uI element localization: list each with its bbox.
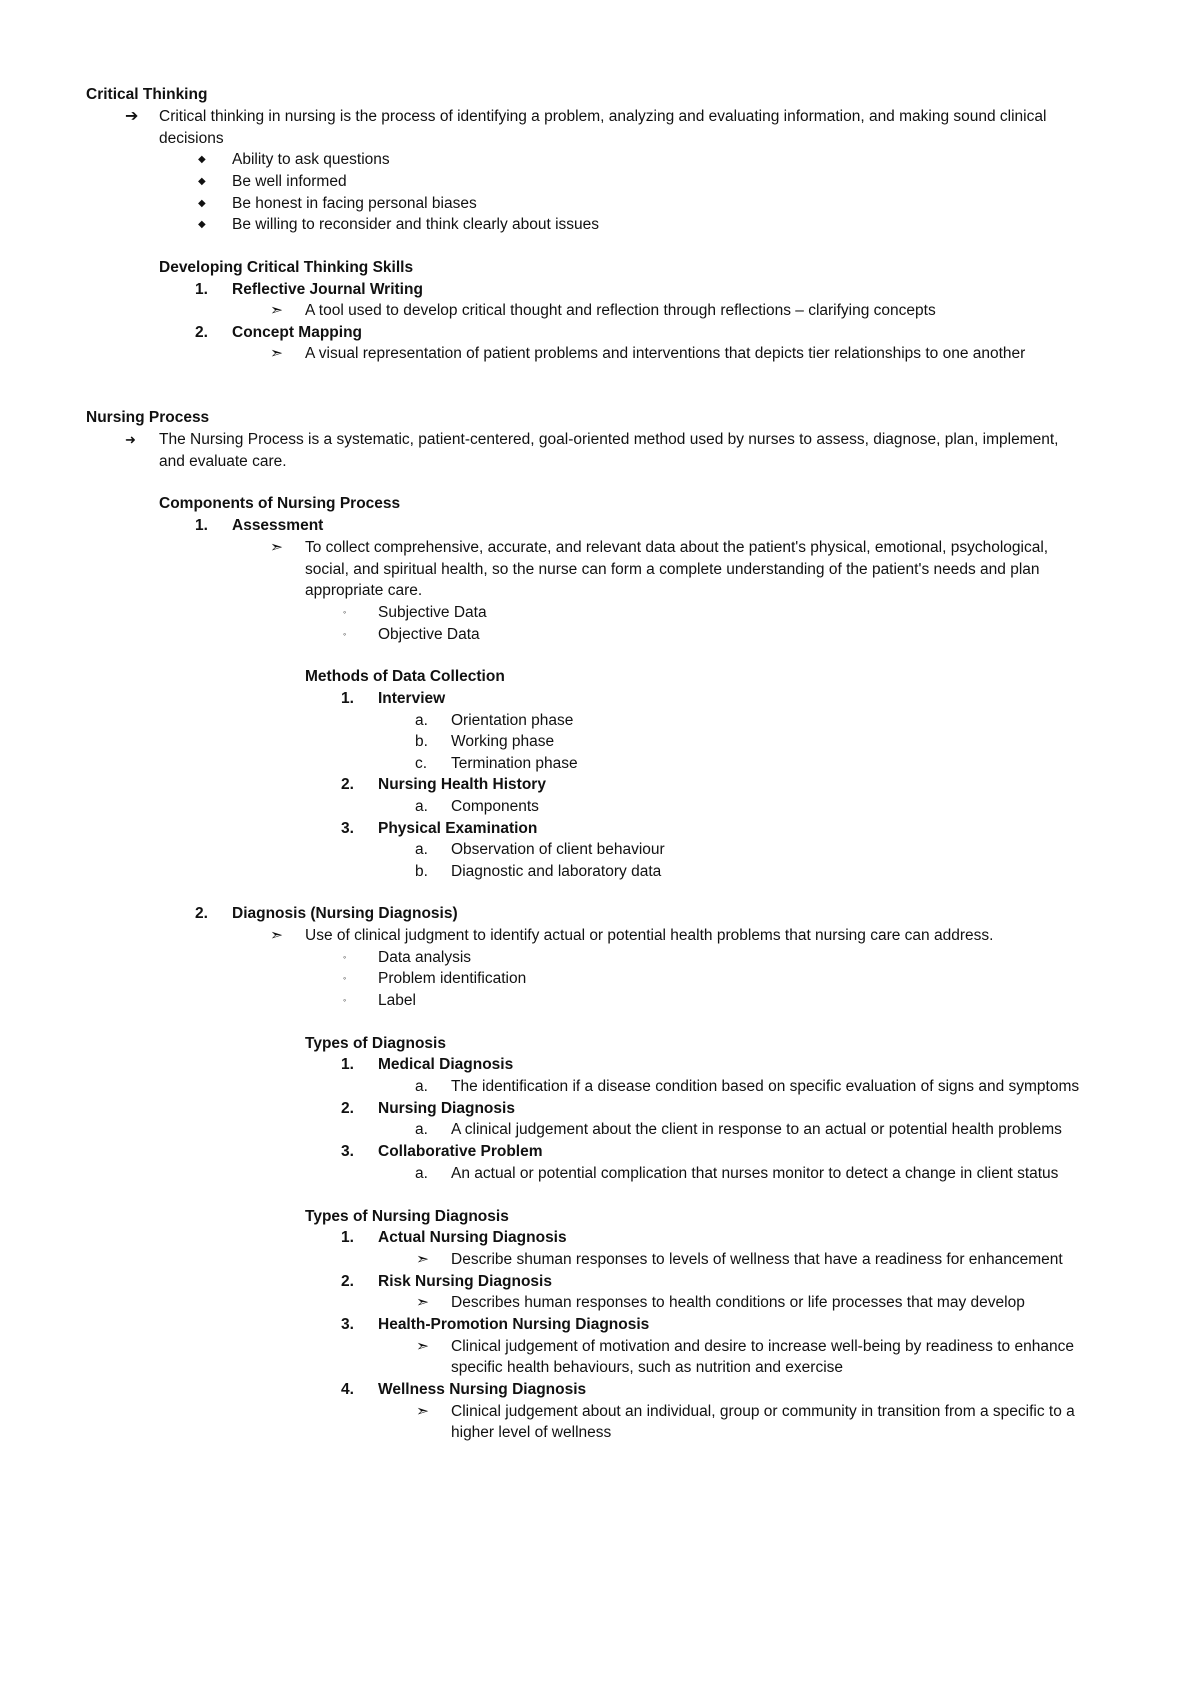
diagnosis-step: Data analysis <box>378 949 472 966</box>
component-title: Diagnosis (Nursing Diagnosis) <box>232 905 458 922</box>
diagnosis-type-letter: a. <box>415 1121 428 1138</box>
nd-type-number: 2. <box>341 1273 354 1290</box>
method-item: Components <box>451 798 539 815</box>
types-of-diagnosis-heading: Types of Diagnosis <box>305 1035 446 1052</box>
diagnosis-type-number: 2. <box>341 1100 354 1117</box>
arrowhead-bullet-icon: ➣ <box>416 1251 429 1268</box>
trait-item: Be well informed <box>232 173 347 190</box>
methods-heading: Methods of Data Collection <box>305 668 505 685</box>
method-item: Observation of client behaviour <box>451 841 665 858</box>
arrowhead-bullet-icon: ➣ <box>270 927 283 944</box>
component-title: Assessment <box>232 517 324 534</box>
nd-type-desc-line1: Describes human responses to health conditions or life processes that may develop <box>451 1294 1025 1311</box>
ring-bullet-icon: ◦ <box>343 995 347 1005</box>
method-item-letter: a. <box>415 798 428 815</box>
method-item-letter: c. <box>415 755 428 772</box>
right-arrow-icon: ➜ <box>125 432 136 447</box>
diagnosis-step: Problem identification <box>378 970 527 987</box>
method-item-letter: b. <box>415 733 428 750</box>
skill-description: A visual representation of patient problems and interventions that depicts tier relationships to one another <box>305 345 1026 362</box>
diagnosis-type-desc: A clinical judgement about the client in response to an actual or potential health problems <box>451 1121 1062 1138</box>
method-number: 2. <box>341 776 354 793</box>
nd-type-title: Health-Promotion Nursing Diagnosis <box>378 1316 650 1333</box>
diamond-bullet-icon: ◆ <box>198 154 206 165</box>
diagnosis-type-number: 3. <box>341 1143 354 1160</box>
method-number: 3. <box>341 820 354 837</box>
method-item: Termination phase <box>451 755 578 772</box>
diamond-bullet-icon: ◆ <box>198 198 206 209</box>
skills-heading: Developing Critical Thinking Skills <box>159 259 414 276</box>
trait-item: Be honest in facing personal biases <box>232 195 477 212</box>
arrowhead-bullet-icon: ➣ <box>416 1403 429 1420</box>
method-item-letter: a. <box>415 712 428 729</box>
assessment-desc-line3: appropriate care. <box>305 582 423 599</box>
nursing-process-definition-line1: The Nursing Process is a systematic, patient-centered, goal-oriented method used by nurses to assess, diagnose, plan, implement, <box>159 431 1059 448</box>
arrowhead-bullet-icon: ➣ <box>270 539 283 556</box>
types-of-nursing-diagnosis-heading: Types of Nursing Diagnosis <box>305 1208 509 1225</box>
component-number: 2. <box>195 905 208 922</box>
nd-type-desc-line2: specific health behaviours, such as nutrition and exercise <box>451 1359 844 1376</box>
method-number: 1. <box>341 690 354 707</box>
critical-thinking-definition-line1: Critical thinking in nursing is the process of identifying a problem, analyzing and evaluating information, and making sound clinical <box>159 108 1047 125</box>
ring-bullet-icon: ◦ <box>343 973 347 983</box>
method-title: Physical Examination <box>378 820 538 837</box>
diamond-bullet-icon: ◆ <box>198 219 206 230</box>
assessment-desc-line2: social, and spiritual health, so the nurse can form a complete understanding of the patient's needs and plan <box>305 561 1040 578</box>
right-arrow-icon: ➔ <box>125 108 139 125</box>
diagnosis-type-letter: a. <box>415 1165 428 1182</box>
diagnosis-type-title: Collaborative Problem <box>378 1143 543 1160</box>
assessment-desc-line1: To collect comprehensive, accurate, and relevant data about the patient's physical, emotional, psychological, <box>305 539 1049 556</box>
diagnosis-type-desc: The identification if a disease condition based on specific evaluation of signs and symptoms <box>451 1078 1080 1095</box>
diagnosis-description: Use of clinical judgment to identify actual or potential health problems that nursing care can address. <box>305 927 994 944</box>
diagnosis-type-title: Medical Diagnosis <box>378 1056 514 1073</box>
method-item: Diagnostic and laboratory data <box>451 863 662 880</box>
arrowhead-bullet-icon: ➣ <box>416 1294 429 1311</box>
arrowhead-bullet-icon: ➣ <box>416 1338 429 1355</box>
skill-title: Concept Mapping <box>232 324 363 341</box>
method-item-letter: b. <box>415 863 428 880</box>
critical-thinking-heading: Critical Thinking <box>86 86 208 103</box>
ring-bullet-icon: ◦ <box>343 607 347 617</box>
component-number: 1. <box>195 517 208 534</box>
nd-type-number: 4. <box>341 1381 354 1398</box>
diagnosis-type-title: Nursing Diagnosis <box>378 1100 515 1117</box>
data-type-item: Objective Data <box>378 626 480 643</box>
nursing-process-definition-line2: and evaluate care. <box>159 453 287 470</box>
critical-thinking-definition-line2: decisions <box>159 130 224 147</box>
method-title: Interview <box>378 690 446 707</box>
diagnosis-type-number: 1. <box>341 1056 354 1073</box>
nd-type-desc-line1: Describe shuman responses to levels of wellness that have a readiness for enhancement <box>451 1251 1063 1268</box>
nd-type-number: 1. <box>341 1229 354 1246</box>
diagnosis-type-letter: a. <box>415 1078 428 1095</box>
ring-bullet-icon: ◦ <box>343 952 347 962</box>
method-item: Orientation phase <box>451 712 574 729</box>
nd-type-desc-line1: Clinical judgement about an individual, group or community in transition from a specific to a <box>451 1403 1075 1420</box>
data-type-item: Subjective Data <box>378 604 487 621</box>
method-item-letter: a. <box>415 841 428 858</box>
skill-number: 2. <box>195 324 208 341</box>
skill-number: 1. <box>195 281 208 298</box>
skill-description: A tool used to develop critical thought and reflection through reflections – clarifying concepts <box>305 302 936 319</box>
nursing-process-heading: Nursing Process <box>86 409 210 426</box>
method-title: Nursing Health History <box>378 776 546 793</box>
diagnosis-step: Label <box>378 992 416 1009</box>
diamond-bullet-icon: ◆ <box>198 176 206 187</box>
nd-type-desc-line2: higher level of wellness <box>451 1424 612 1441</box>
trait-item: Be willing to reconsider and think clearly about issues <box>232 216 600 233</box>
nd-type-desc-line1: Clinical judgement of motivation and desire to increase well-being by readiness to enhance <box>451 1338 1074 1355</box>
diagnosis-type-desc: An actual or potential complication that nurses monitor to detect a change in client status <box>451 1165 1059 1182</box>
nd-type-title: Actual Nursing Diagnosis <box>378 1229 567 1246</box>
trait-item: Ability to ask questions <box>232 151 390 168</box>
method-item: Working phase <box>451 733 555 750</box>
skill-title: Reflective Journal Writing <box>232 281 423 298</box>
nd-type-title: Risk Nursing Diagnosis <box>378 1273 552 1290</box>
arrowhead-bullet-icon: ➣ <box>270 345 283 362</box>
components-heading: Components of Nursing Process <box>159 495 401 512</box>
ring-bullet-icon: ◦ <box>343 629 347 639</box>
arrowhead-bullet-icon: ➣ <box>270 302 283 319</box>
nd-type-title: Wellness Nursing Diagnosis <box>378 1381 587 1398</box>
nd-type-number: 3. <box>341 1316 354 1333</box>
